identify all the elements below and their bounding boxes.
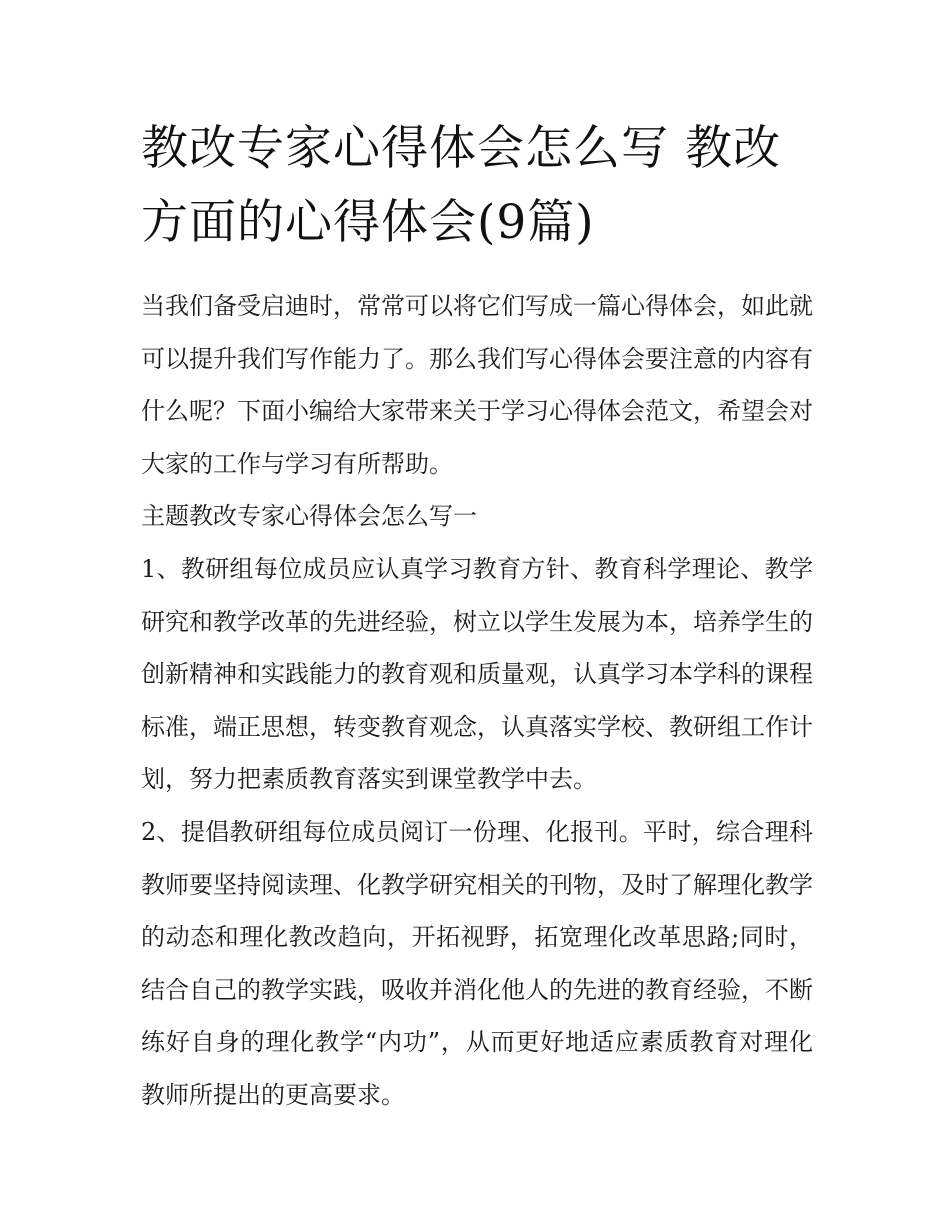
section-heading: 主题教改专家心得体会怎么写一	[141, 502, 477, 531]
intro-paragraph: 当我们备受启迪时，常常可以将它们写成一篇心得体会，如此就可以提升我们写作能力了。那么我们写心得体会要注意的内容有什么呢？下面小编给大家带来关于学习心得体会范文，希望会对大家的工作与学习有所帮助。	[141, 292, 813, 478]
body-paragraph-1: 1、教研组每位成员应认真学习教育方针、教育科学理论、教学研究和教学改革的先进经验，树立以学生发展为本，培养学生的创新精神和实践能力的教育观和质量观，认真学习本学科的课程标准，端正思想，转变教育观念，认真落实学校、教研组工作计划，努力把素质教育落实到课堂教学中去。	[141, 554, 813, 794]
document-body	[141, 112, 813, 1122]
body-paragraph-2: 2、提倡教研组每位成员阅订一份理、化报刊。平时，综合理科教师要坚持阅读理、化教学研究相关的刊物，及时了解理化教学的动态和理化教改趋向，开拓视野，拓宽理化改革思路;同时，结合自己的教学实践，吸收并消化他人的先进的教育经验，不断练好自身的理化教学“内功”，从而更好地适应素质教育对理化教师所提出的更高要求。	[141, 817, 813, 1109]
document-title: 教改专家心得体会怎么写 教改方面的心得体会(9篇)	[141, 121, 781, 250]
